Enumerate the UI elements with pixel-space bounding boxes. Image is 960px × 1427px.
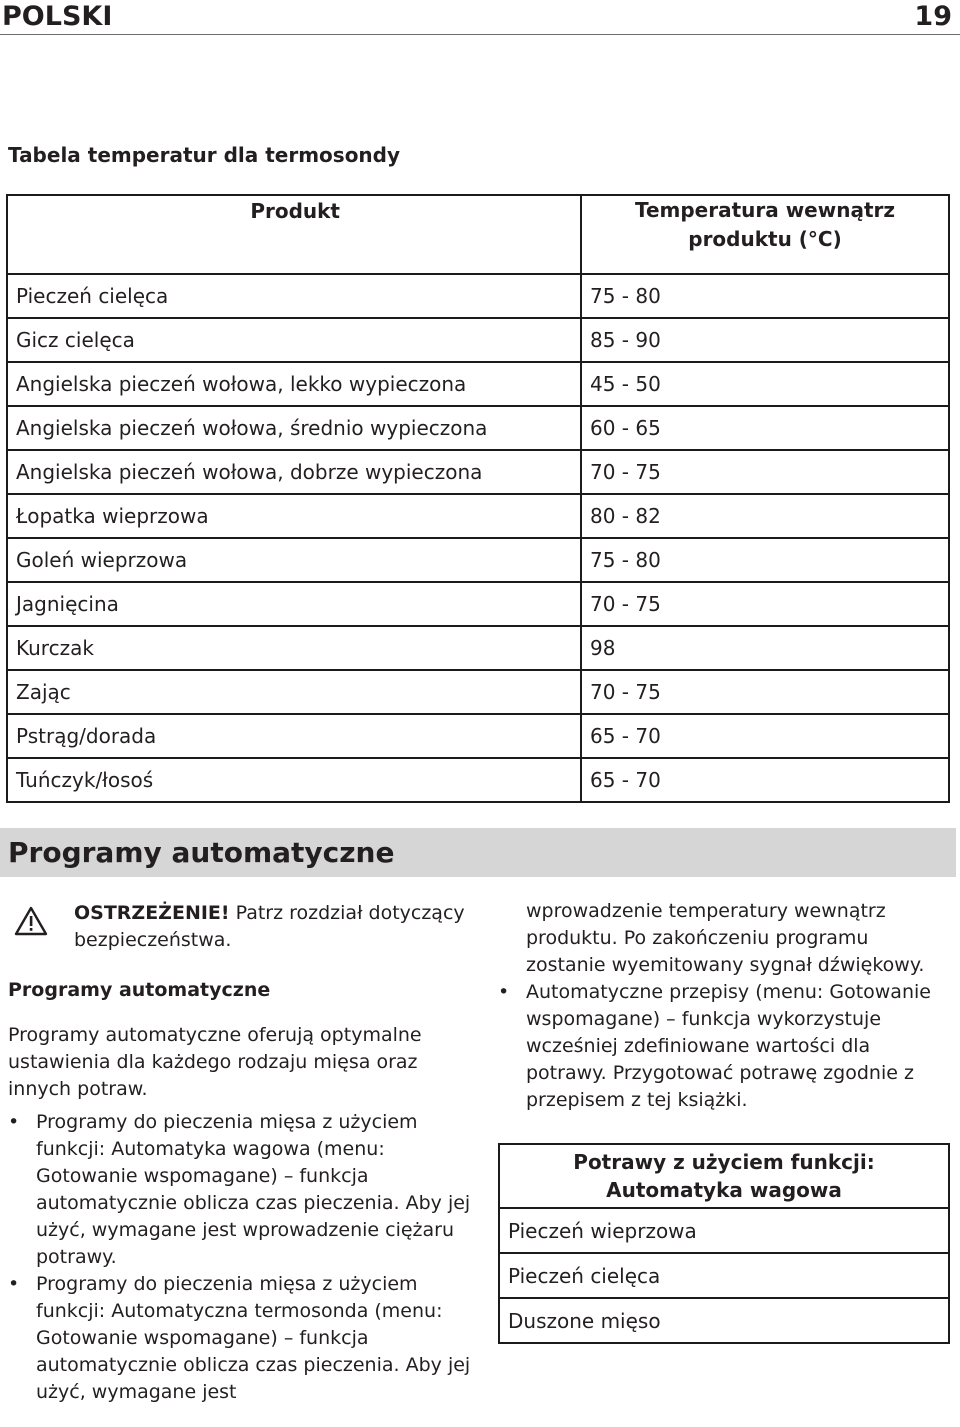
table-row [7,582,949,626]
table-row [499,1208,949,1253]
weight-table-header: Potrawy z użyciem funkcji: Automatyka wagowa [499,1144,949,1208]
right-column [498,898,950,1344]
temperature-cell: 65 - 70 [581,714,949,758]
product-cell: Łopatka wieprzowa [7,494,581,538]
temperature-cell: 80 - 82 [581,494,949,538]
temperature-cell: 70 - 75 [581,670,949,714]
temperature-table-header-row [7,195,949,274]
table-row [499,1298,949,1343]
dish-cell: Pieczeń cielęca [499,1253,949,1298]
product-cell: Pstrąg/dorada [7,714,581,758]
product-cell: Zając [7,670,581,714]
list-item: • Automatyczne przepisy (menu: Gotowanie wspomagane) – funkcja wykorzystuje wcześniej zdefiniowane wartości dla potrawy. Przygotować potrawę zgodnie z przepisem z tej książki. [498,979,950,1114]
table-row [7,406,949,450]
subsection-heading: Programy automatyczne [8,979,271,1001]
list-item: • Programy do pieczenia mięsa z użyciem funkcji: Automatyka wagowa (menu: Gotowanie wspomagane) – funkcja automatycznie oblicza czas pieczenia. Aby jej użyć, wymagane jest wprowadzenie ciężaru potrawy. [8,1109,478,1271]
warning-triangle-icon [14,906,48,936]
table-row [7,362,949,406]
table-row [7,538,949,582]
dish-cell: Duszone mięso [499,1298,949,1343]
product-cell: Kurczak [7,626,581,670]
continued-paragraph: wprowadzenie temperatury wewnątrz produktu. Po zakończeniu programu zostanie wyemitowany sygnał dźwiękowy. [526,900,925,976]
page-header [0,0,960,35]
dish-cell: Pieczeń wieprzowa [499,1208,949,1253]
table-row [7,274,949,318]
column-header-product: Produkt [7,195,581,274]
table-row [7,626,949,670]
column-header-temperature: Temperatura wewnątrz produktu (°C) [581,195,949,274]
product-cell: Tuńczyk/łosoś [7,758,581,802]
table-row [7,714,949,758]
temperature-cell: 60 - 65 [581,406,949,450]
program-bullet-list [8,1109,478,1406]
temperature-cell: 70 - 75 [581,582,949,626]
table-row [7,450,949,494]
product-cell: Angielska pieczeń wołowa, lekko wypieczona [7,362,581,406]
intro-paragraph: Programy automatyczne oferują optymalne ustawienia dla każdego rodzaju mięsa oraz innych potraw. [8,1024,422,1100]
temperature-table-caption: Tabela temperatur dla termosondy [8,143,401,167]
weight-automation-table [498,1143,950,1344]
table-row [7,758,949,802]
product-cell: Angielska pieczeń wołowa, średnio wypieczona [7,406,581,450]
table-row [7,670,949,714]
header-language: POLSKI [2,1,113,32]
product-cell: Gicz cielęca [7,318,581,362]
section-title-band [0,828,956,877]
product-cell: Jagnięcina [7,582,581,626]
table-row [7,494,949,538]
product-cell: Angielska pieczeń wołowa, dobrze wypieczona [7,450,581,494]
temperature-cell: 85 - 90 [581,318,949,362]
table-row [7,318,949,362]
header-page-number: 19 [914,1,952,32]
temperature-cell: 65 - 70 [581,758,949,802]
left-column [8,900,478,1406]
warning-block [8,900,478,954]
warning-label: OSTRZEŻENIE! [74,902,230,924]
temperature-cell: 75 - 80 [581,274,949,318]
product-cell: Goleń wieprzowa [7,538,581,582]
product-cell: Pieczeń cielęca [7,274,581,318]
program-bullet-list-continued [498,979,950,1114]
temperature-cell: 98 [581,626,949,670]
warning-text: Patrz rozdział dotyczący bezpieczeństwa. [74,902,465,951]
list-item: • Programy do pieczenia mięsa z użyciem funkcji: Automatyczna termosonda (menu: Gotowanie wspomagane) – funkcja automatycznie oblicza czas pieczenia. Aby jej użyć, wymagane jest [8,1271,478,1406]
table-row [499,1253,949,1298]
temperature-cell: 75 - 80 [581,538,949,582]
temperature-cell: 70 - 75 [581,450,949,494]
temperature-cell: 45 - 50 [581,362,949,406]
temperature-table [6,194,950,803]
section-title: Programy automatyczne [8,836,395,869]
